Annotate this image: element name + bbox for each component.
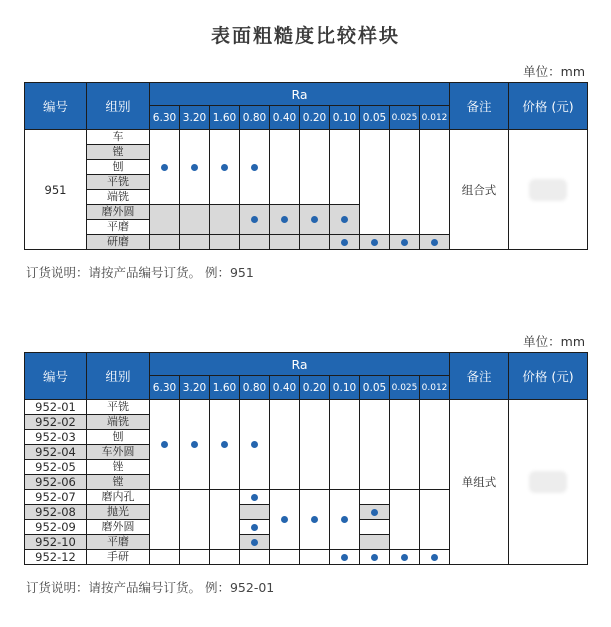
id-cell: 952-01	[25, 400, 87, 415]
id-cell: 951	[25, 130, 87, 250]
table-row	[25, 130, 588, 145]
ra-cell	[300, 490, 330, 550]
ra-header-cell: 0.012	[420, 106, 450, 130]
group-cell: 抛光	[87, 505, 150, 520]
ra-cell	[240, 490, 270, 505]
ra-header-cell: 0.40	[270, 106, 300, 130]
group-cell: 端铣	[87, 415, 150, 430]
ra-cell	[390, 550, 420, 565]
ra-header-cell: 0.05	[360, 376, 390, 400]
ra-cell	[180, 400, 210, 490]
ra-header-cell: 0.025	[390, 376, 420, 400]
ra-cell	[180, 490, 210, 550]
ra-cell	[240, 400, 270, 490]
ra-cell	[300, 550, 330, 565]
ra-cell	[390, 130, 420, 235]
price-redacted	[529, 179, 567, 201]
ra-cell	[240, 550, 270, 565]
ra-cell	[330, 235, 360, 250]
ra-header-cell: 0.40	[270, 376, 300, 400]
group-cell: 磨外圆	[87, 205, 150, 220]
group-cell: 手研	[87, 550, 150, 565]
group-cell: 研磨	[87, 235, 150, 250]
col-header-ra: Ra	[150, 83, 450, 106]
ra-cell	[240, 505, 270, 520]
ra-header-cell: 0.012	[420, 376, 450, 400]
ra-cell	[330, 490, 360, 550]
ra-header-cell: 0.20	[300, 106, 330, 130]
group-cell: 磨内孔	[87, 490, 150, 505]
order-note-table2: 订货说明：请按产品编号订货。 例：952-01	[26, 580, 275, 595]
ra-cell	[240, 535, 270, 550]
header-row	[25, 353, 588, 376]
ra-cell	[390, 490, 420, 550]
ra-cell	[390, 400, 420, 490]
ra-cell	[360, 490, 390, 505]
ra-cell	[180, 550, 210, 565]
ra-header-cell: 6.30	[150, 106, 180, 130]
group-cell: 镗	[87, 475, 150, 490]
ra-cell	[240, 205, 270, 235]
col-header-ra: Ra	[150, 353, 450, 376]
id-cell: 952-09	[25, 520, 87, 535]
col-header-id: 编号	[25, 353, 87, 400]
group-cell: 端铣	[87, 190, 150, 205]
ra-cell	[150, 130, 180, 205]
roughness-table-951	[24, 82, 588, 250]
ra-cell	[240, 520, 270, 535]
ra-cell	[330, 205, 360, 235]
unit-label-table2: 单位：mm	[523, 334, 585, 349]
ra-header-cell: 0.20	[300, 376, 330, 400]
group-cell: 镗	[87, 145, 150, 160]
ra-cell	[210, 130, 240, 205]
ra-header-cell: 3.20	[180, 106, 210, 130]
ra-cell	[150, 235, 180, 250]
col-header-remark: 备注	[450, 353, 509, 400]
page-title: 表面粗糙度比较样块	[210, 25, 400, 47]
ra-cell	[210, 490, 240, 550]
ra-header-cell: 0.80	[240, 106, 270, 130]
ra-cell	[210, 400, 240, 490]
price-redacted	[529, 471, 567, 493]
ra-cell	[330, 400, 360, 490]
ra-cell	[240, 130, 270, 205]
id-cell: 952-06	[25, 475, 87, 490]
ra-cell	[360, 505, 390, 520]
ra-cell	[300, 130, 330, 205]
ra-cell	[360, 535, 390, 550]
ra-cell	[270, 130, 300, 205]
ra-header-cell: 6.30	[150, 376, 180, 400]
id-cell: 952-04	[25, 445, 87, 460]
group-cell: 平磨	[87, 220, 150, 235]
ra-cell	[270, 205, 300, 235]
ra-header-cell: 1.60	[210, 376, 240, 400]
col-header-id: 编号	[25, 83, 87, 130]
ra-cell	[270, 400, 300, 490]
ra-header-cell: 0.10	[330, 106, 360, 130]
order-note-table1: 订货说明：请按产品编号订货。 例：951	[26, 265, 254, 280]
ra-cell	[150, 205, 180, 235]
ra-cell	[210, 550, 240, 565]
col-header-group: 组别	[87, 83, 150, 130]
ra-cell	[420, 400, 450, 490]
ra-cell	[390, 235, 420, 250]
ra-header-cell: 0.10	[330, 376, 360, 400]
ra-cell	[360, 235, 390, 250]
ra-header-cell: 1.60	[210, 106, 240, 130]
ra-cell	[270, 490, 300, 550]
ra-cell	[420, 490, 450, 550]
roughness-table-952	[24, 352, 588, 565]
ra-cell	[150, 490, 180, 550]
group-cell: 平铣	[87, 175, 150, 190]
unit-label-table1: 单位：mm	[523, 64, 585, 79]
id-cell: 952-10	[25, 535, 87, 550]
ra-cell	[300, 205, 330, 235]
table-row	[25, 400, 588, 415]
ra-cell	[300, 400, 330, 490]
header-row	[25, 83, 588, 106]
id-cell: 952-03	[25, 430, 87, 445]
ra-cell	[300, 235, 330, 250]
col-header-price: 价格 (元)	[509, 83, 588, 130]
price-cell	[509, 130, 588, 250]
ra-cell	[360, 520, 390, 535]
col-header-remark: 备注	[450, 83, 509, 130]
ra-header-cell: 3.20	[180, 376, 210, 400]
col-header-price: 价格 (元)	[509, 353, 588, 400]
group-cell: 锉	[87, 460, 150, 475]
id-cell: 952-08	[25, 505, 87, 520]
group-cell: 平磨	[87, 535, 150, 550]
ra-cell	[270, 550, 300, 565]
ra-cell	[330, 550, 360, 565]
ra-cell	[270, 235, 300, 250]
group-cell: 车	[87, 130, 150, 145]
ra-cell	[420, 550, 450, 565]
ra-cell	[150, 550, 180, 565]
ra-cell	[150, 400, 180, 490]
ra-cell	[240, 235, 270, 250]
ra-cell	[180, 235, 210, 250]
price-cell	[509, 400, 588, 565]
ra-cell	[180, 130, 210, 205]
id-cell: 952-02	[25, 415, 87, 430]
ra-cell	[420, 130, 450, 235]
ra-header-cell: 0.025	[390, 106, 420, 130]
id-cell: 952-05	[25, 460, 87, 475]
group-cell: 车外圆	[87, 445, 150, 460]
group-cell: 刨	[87, 160, 150, 175]
group-cell: 磨外圆	[87, 520, 150, 535]
ra-cell	[180, 205, 210, 235]
id-cell: 952-12	[25, 550, 87, 565]
group-cell: 刨	[87, 430, 150, 445]
col-header-group: 组别	[87, 353, 150, 400]
ra-cell	[420, 235, 450, 250]
remark-cell: 组合式	[450, 130, 509, 250]
ra-header-cell: 0.80	[240, 376, 270, 400]
ra-cell	[330, 130, 360, 205]
remark-cell: 单组式	[450, 400, 509, 565]
ra-cell	[210, 205, 240, 235]
group-cell: 平铣	[87, 400, 150, 415]
ra-header-cell: 0.05	[360, 106, 390, 130]
ra-cell	[360, 130, 390, 235]
ra-cell	[360, 550, 390, 565]
ra-cell	[210, 235, 240, 250]
id-cell: 952-07	[25, 490, 87, 505]
ra-cell	[360, 400, 390, 490]
